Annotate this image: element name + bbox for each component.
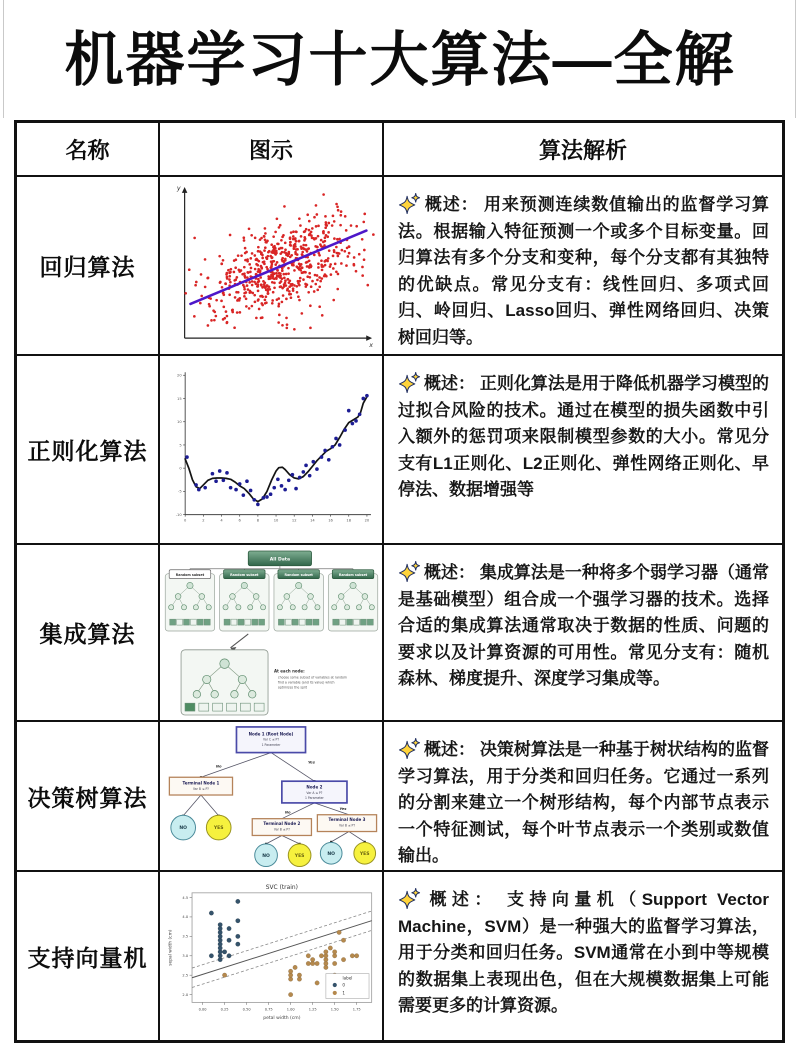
overview-label: 概述： bbox=[424, 563, 476, 582]
svg-text:label: label bbox=[342, 975, 353, 981]
svg-text:YES: YES bbox=[294, 853, 305, 859]
svg-text:-5: -5 bbox=[178, 489, 182, 494]
column-header-name: 名称 bbox=[17, 123, 160, 177]
svg-text:0.00: 0.00 bbox=[198, 1007, 207, 1012]
sparkles-icon bbox=[398, 738, 421, 759]
svg-text:1 Parameter: 1 Parameter bbox=[261, 742, 281, 747]
regression-scatter-svg bbox=[165, 178, 377, 353]
regularization-curve-svg bbox=[167, 367, 375, 533]
overview-text: 支持向量机（Support Vector Machine，SVM）是一种强大的监督学习算法，用于分类和回归任务。SVM通常在小到中等规模的数据集上表现出色，但在大规模数据集上可能需要更多的计算资源。 bbox=[398, 890, 770, 1015]
decision-tree-svg bbox=[161, 722, 381, 870]
page-title: 机器学习十大算法—全解 bbox=[64, 27, 736, 93]
svg-text:Random subset: Random subset bbox=[175, 572, 205, 577]
overview-label: 概述： bbox=[424, 740, 476, 759]
algorithms-table bbox=[14, 120, 785, 1043]
row-desc-svm bbox=[384, 872, 782, 1040]
svg-text:Var B ≤ P?: Var B ≤ P? bbox=[273, 827, 290, 832]
svg-text:find a variable (and its value: find a variable (and its value) which bbox=[277, 679, 335, 684]
svm-scatter-svg bbox=[162, 880, 380, 1032]
row-name-regression: 回归算法 bbox=[17, 177, 160, 356]
svg-text:2.5: 2.5 bbox=[182, 973, 189, 978]
svg-text:y: y bbox=[176, 183, 181, 192]
svg-text:NO: NO bbox=[262, 853, 270, 859]
svg-text:Terminal Node 2: Terminal Node 2 bbox=[263, 821, 301, 827]
svg-text:5: 5 bbox=[179, 442, 182, 447]
svg-text:Var C ≤ P?: Var C ≤ P? bbox=[262, 737, 280, 742]
svg-text:10: 10 bbox=[273, 518, 279, 523]
row-name-svm: 支持向量机 bbox=[17, 872, 160, 1040]
sparkles-icon bbox=[398, 888, 421, 909]
svg-text:20: 20 bbox=[364, 518, 370, 523]
svg-text:NO: NO bbox=[327, 851, 335, 857]
svg-text:Var A ≤ P?: Var A ≤ P? bbox=[306, 790, 323, 795]
svg-text:Random subset: Random subset bbox=[284, 572, 313, 577]
svg-text:Node 1 (Root Node): Node 1 (Root Node) bbox=[248, 731, 294, 737]
regression-scatter-chart bbox=[160, 177, 384, 356]
ensemble-diagram-svg bbox=[163, 548, 379, 718]
svg-text:Random subset: Random subset bbox=[338, 572, 368, 577]
svg-text:petal width (cm): petal width (cm) bbox=[263, 1016, 301, 1022]
svg-text:3.5: 3.5 bbox=[182, 934, 189, 939]
svg-text:x: x bbox=[369, 340, 373, 349]
row-desc-ensemble bbox=[384, 545, 782, 722]
row-desc-regression bbox=[384, 177, 782, 356]
svg-text:Terminal Node 3: Terminal Node 3 bbox=[328, 817, 366, 823]
svg-text:0: 0 bbox=[342, 982, 345, 988]
svg-text:14: 14 bbox=[310, 518, 315, 523]
svg-text:All Data: All Data bbox=[269, 556, 291, 562]
overview-label: 概述： bbox=[424, 374, 476, 393]
svg-text:At each node:: At each node: bbox=[273, 668, 305, 674]
overview-text: 集成算法是一种将多个弱学习器（通常是基础模型）组合成一个强学习器的技术。选择合适的集成算法通常取决于数据的性质、问题的要求以及计算资源的可用性。常见分支有：随机森林、梯度提升、深度学习集成等。 bbox=[398, 563, 770, 688]
row-desc-decision-tree bbox=[384, 722, 782, 872]
svg-text:4.0: 4.0 bbox=[182, 915, 189, 920]
decision-tree-diagram bbox=[160, 722, 384, 872]
svg-text:2.0: 2.0 bbox=[182, 992, 189, 997]
overview-text: 决策树算法是一种基于树状结构的监督学习算法，用于分类和回归任务。它通过一系列的分割来建立一个树形结构，每个内部节点表示一个特征测试，每个叶节点表示一个类别或数值输出。 bbox=[398, 740, 770, 865]
svg-text:4: 4 bbox=[220, 518, 223, 523]
sparkles-icon bbox=[398, 193, 421, 214]
svg-text:Node 2: Node 2 bbox=[306, 784, 323, 790]
svg-text:Var B ≤ P?: Var B ≤ P? bbox=[192, 786, 209, 791]
svg-text:1.75: 1.75 bbox=[352, 1007, 361, 1012]
svg-text:choose some subset of variable: choose some subset of variables at random bbox=[277, 674, 348, 679]
svg-text:1 Parameter: 1 Parameter bbox=[305, 796, 324, 801]
row-desc-regularization bbox=[384, 356, 782, 545]
svg-text:0.75: 0.75 bbox=[264, 1007, 273, 1012]
svg-text:12: 12 bbox=[291, 518, 297, 523]
svg-text:Random subset: Random subset bbox=[230, 572, 259, 577]
ensemble-diagram bbox=[160, 545, 384, 722]
sparkles-icon bbox=[398, 372, 421, 393]
svg-text:SVC (train): SVC (train) bbox=[265, 884, 298, 891]
svg-text:YES: YES bbox=[213, 826, 224, 832]
regularization-curve-chart bbox=[160, 356, 384, 545]
row-name-ensemble: 集成算法 bbox=[17, 545, 160, 722]
svg-text:NO: NO bbox=[179, 826, 187, 832]
svg-text:0.25: 0.25 bbox=[220, 1007, 229, 1012]
svg-text:YES: YES bbox=[359, 851, 370, 857]
svg-text:-10: -10 bbox=[175, 512, 182, 517]
svg-text:0.50: 0.50 bbox=[242, 1007, 251, 1012]
svg-text:optimizes the split: optimizes the split bbox=[277, 684, 307, 689]
svg-text:No: No bbox=[215, 764, 222, 769]
svg-text:1.00: 1.00 bbox=[286, 1007, 295, 1012]
svg-text:1.25: 1.25 bbox=[308, 1007, 317, 1012]
row-name-decision-tree: 决策树算法 bbox=[17, 722, 160, 872]
svg-text:0: 0 bbox=[184, 518, 187, 523]
column-header-analysis: 算法解析 bbox=[384, 123, 782, 177]
svg-text:10: 10 bbox=[177, 419, 182, 424]
svg-text:4.5: 4.5 bbox=[182, 895, 189, 900]
svg-text:3.0: 3.0 bbox=[182, 954, 189, 959]
svg-text:Yes: Yes bbox=[339, 806, 347, 811]
sparkles-icon bbox=[398, 561, 421, 582]
svg-text:0: 0 bbox=[179, 465, 182, 470]
svg-text:Terminal Node 1: Terminal Node 1 bbox=[182, 780, 220, 786]
svg-text:Yes: Yes bbox=[307, 760, 315, 765]
svg-text:18: 18 bbox=[346, 518, 352, 523]
svg-text:6: 6 bbox=[238, 518, 241, 523]
svg-text:No: No bbox=[284, 810, 291, 815]
svg-text:2: 2 bbox=[202, 518, 205, 523]
svg-text:8: 8 bbox=[256, 518, 260, 523]
svg-text:20: 20 bbox=[177, 373, 182, 378]
overview-label: 概述： bbox=[424, 890, 497, 909]
svg-text:sepal width (cm): sepal width (cm) bbox=[168, 929, 174, 966]
column-header-illustration: 图示 bbox=[160, 123, 384, 177]
svm-scatter-chart bbox=[160, 872, 384, 1040]
svg-text:1.50: 1.50 bbox=[330, 1007, 339, 1012]
overview-label: 概述： bbox=[424, 195, 479, 214]
screen-edge-line-right bbox=[795, 0, 796, 118]
svg-text:Var B ≤ P?: Var B ≤ P? bbox=[338, 823, 355, 828]
svg-text:15: 15 bbox=[177, 396, 182, 401]
row-name-regularization: 正则化算法 bbox=[17, 356, 160, 545]
overview-text: 正则化算法是用于降低机器学习模型的过拟合风险的技术。通过在模型的损失函数中引入额外的惩罚项来限制模型参数的大小。常见分支有L1正则化、L2正则化、弹性网络正则化、早停法、数据增强等 bbox=[398, 374, 770, 499]
screen-edge-line-left bbox=[3, 0, 4, 118]
svg-text:1: 1 bbox=[342, 990, 345, 996]
overview-text: 用来预测连续数值输出的监督学习算法。根据输入特征预测一个或多个目标变量。回归算法有多个分支和变种，每个分支都有其独特的优缺点。常见分支有：线性回归、多项式回归、岭回归、Lasso回归、弹性网络回归、决策树回归等。 bbox=[398, 195, 769, 347]
svg-text:16: 16 bbox=[328, 518, 333, 523]
